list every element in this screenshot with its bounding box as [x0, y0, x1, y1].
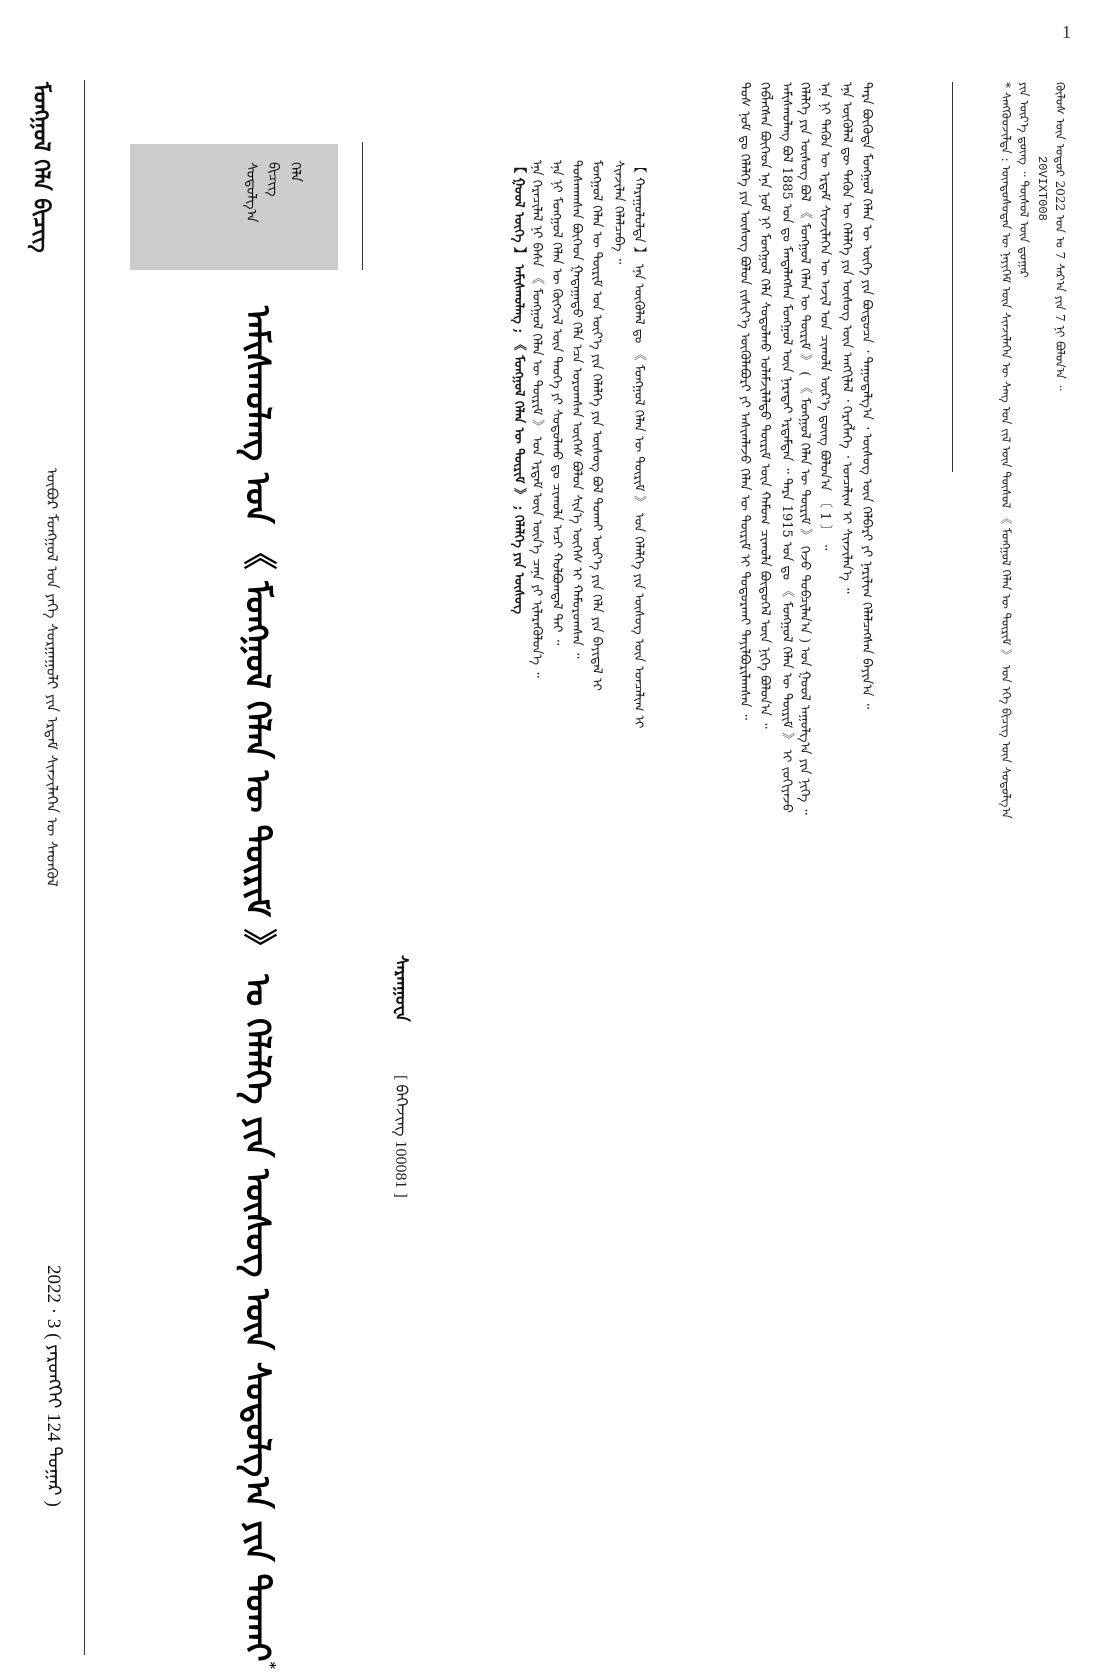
- footnote-received-date: ᠬᠥᠯᠥᠰ ᠦᠨ ᠤᠳᠤᠷ 2022 ᠣᠨ ᠤ 7 ᠰᠠᠷ᠎ᠠ ᠶᠢᠨ 7 ᠨᠢ ᠪᠣᠯᠤᠨ᠎ᠠ ᠃: [1053, 82, 1067, 391]
- category-box: [130, 144, 338, 270]
- body-line: ᠬᠡᠯᠡᠯᠭᠡ ᠶᠢᠨ ᠦᠰᠦᠭ ᠪᠣᠯ 《 ᠮᠣᠩᠭᠣᠯ ᠬᠡᠯᠡᠨ ᠦ ᠳᠦᠷᠢᠮ 》 ( 《 ᠮᠣᠩᠭᠣᠯ ᠬᠡᠯᠡᠨ ᠦ ᠳᠦᠷᠢᠮ 》 ᠭᠡᠵᠦ ᠲᠣᠪᠴᠢᠯᠠᠨ᠎ᠠ ) ᠤᠨ ᠭᠣᠣᠯ ᠠᠭᠤᠯᠭ᠎ᠠ ᠶᠢᠨ ᠨᠢᠭᠡ ᠃: [797, 82, 812, 815]
- abstract-line: ᠰᠢᠨᠵᠢᠯᠡᠨ ᠬᠡᠯᠡᠯᠴᠡᠪᠡ ᠃: [611, 160, 626, 265]
- body-line: ᠡᠨᠡ ᠨᠢ ᠲᠡᠭᠦᠨ ᠦ ᠡᠷᠳᠡᠮ ᠰᠢᠨᠵᠢᠯᠡᠭᠡᠨ ᠦ ᠠᠵᠢᠯ ᠤᠨ ᠴᠢᠬᠤᠯᠠ ᠦᠷ᠎ᠡ ᠳ᠋ᠦᠩ ᠪᠣᠯᠤᠨ᠎ᠠ 〔 1 〕 ᠃: [817, 82, 832, 551]
- footnote-rule: [952, 82, 953, 472]
- title-text: ᠠᠮᠢᠰᠬᠤᠯᠠᠩ ᠤᠨ 《 ᠮᠣᠩᠭᠣᠯ ᠬᠡᠯᠡᠨ ᠦ ᠳᠦᠷᠢᠮ 》 ᠤ ᠬᠡᠯᠡᠯᠭᠡ ᠶᠢᠨ ᠦᠰᠦᠭ ᠦᠨ ᠰᠤᠳᠤᠯᠭ᠎ᠠ ᠶᠢᠨ ᠲᠤᠬᠠᠢ: [237, 306, 277, 1662]
- abstract-line: 【 ᠬᠠᠷᠠᠭᠤᠯᠤᠯᠲᠠ 】 ᠡᠨᠡ ᠥᠭᠦᠯᠡᠯ ᠳᠤ 《 ᠮᠣᠩᠭᠣᠯ ᠬᠡᠯᠡᠨ ᠦ ᠳᠦᠷᠢᠮ 》 ᠤᠨ ᠬᠡᠯᠡᠯᠭᠡ ᠶᠢᠨ ᠦᠰᠦᠭ ᠦᠨ ᠣᠨᠴᠠᠯᠢᠭ ᠢ: [631, 160, 646, 729]
- body-line: ᠲᠤᠰ ᠨᠣᠮ ᠳᠤ ᠬᠡᠯᠡᠯᠭᠡ ᠶᠢᠨ ᠦᠰᠦᠭ ᠪᠣᠯᠤᠨ ᠵᠢᠱᠢᠶ᠎ᠡ ᠥᠭᠦᠯᠡᠪᠦᠷᠢ ᠶᠢ ᠠᠰᠢᠭᠯᠠᠵᠤ ᠬᠡᠯᠡᠨ ᠦ ᠳᠦᠷᠢᠮ ᠢ ᠲᠣᠳᠤᠷᠬᠠᠢ ᠲᠠᠶᠢᠯᠪᠤᠷᠢᠯᠠᠭᠰᠠᠨ ᠃: [737, 82, 752, 720]
- journal-title: ᠮᠣᠩᠭᠣᠯ ᠬᠡᠯᠡ ᠪᠢᠴᠢᠭ: [28, 82, 54, 253]
- article-title: [237, 306, 278, 1670]
- footnote-grant-code: 20VIXT008: [1035, 156, 1049, 221]
- body-line: ᠡᠨᠡ ᠥᠭᠦᠯᠡᠯ ᠳᠦ ᠲᠡᠭᠦᠨ ᠦ ᠬᠡᠯᠡᠯᠭᠡ ᠶᠢᠨ ᠦᠰᠦᠭ ᠦᠨ ᠠᠩᠭᠢᠯᠠᠯ ᠂ ᠬᠡᠷᠡᠭᠯᠡᠭᠡ ᠂ ᠣᠨᠴᠠᠯᠢᠭ ᠢ ᠰᠢᠨᠵᠢᠯᠡᠨ᠎ᠡ ᠃: [839, 82, 854, 594]
- body-line: ᠠᠮᠢᠰᠬᠤᠯᠠᠩ ᠪᠣᠯ 1885 ᠣᠨ ᠳᠤ ᠮᠡᠨᠳᠡᠯᠡᠭᠰᠡᠨ ᠮᠣᠩᠭᠣᠯ ᠦᠨ ᠨᠡᠷᠡᠲᠡᠢ ᠡᠷᠳᠡᠮᠲᠡᠨ ᠃ ᠲᠡᠷᠡ 1915 ᠣᠨ ᠳᠤ 《 ᠮᠣᠩᠭᠣᠯ ᠬᠡᠯᠡᠨ ᠦ ᠳᠦᠷᠢᠮ 》 ᠢ ᠵᠣᠬᠢᠶᠠᠵᠤ: [779, 82, 794, 813]
- footnote-line: ᠶᠢᠨ ᠦᠷ᠎ᠡ ᠳ᠋ᠦᠩ ᠃ ᠲᠥᠰᠥᠯ ᠦᠨ ᠳ᠋ᠤᠭᠠᠷ: [1017, 82, 1031, 278]
- body-line: ᠬᠡᠪᠯᠡᠭᠰᠡᠨ ᠪᠥᠭᠡᠳ ᠡᠨᠡ ᠨᠣᠮ ᠨᠢ ᠮᠣᠩᠭᠣᠯ ᠬᠡᠯᠡ ᠰᠤᠳᠤᠯᠬᠤ ᠤᠯᠠᠮᠵᠢᠯᠠᠯᠲᠤ ᠳᠦᠷᠢᠮ ᠦᠨ ᠬᠠᠮᠤᠭ ᠴᠢᠬᠤᠯᠠ ᠪᠦᠲᠦᠭᠡᠯ ᠦᠨ ᠨᠢᠭᠡ ᠪᠣᠯᠤᠨ᠎ᠠ ᠃: [757, 82, 772, 729]
- category-line-3: ᠰᠤᠳᠤᠯᠭ᠎ᠠ: [243, 162, 259, 223]
- header-rule: [84, 80, 85, 1655]
- page-number: 1: [1062, 22, 1071, 42]
- journal-subtitle: ᠥᠪᠦᠷ ᠮᠣᠩᠭᠣᠯ ᠤᠨ ᠶᠡᠬᠡ ᠰᠤᠷᠭᠠᠭᠤᠯᠢ ᠶᠢᠨ ᠡᠷᠳᠡᠮ ᠰᠢᠨᠵᠢᠯᠡᠭᠡᠨ ᠦ ᠰᠡᠳᠬᠦᠯ: [43, 468, 61, 887]
- abstract-line: ᠲᠤᠰᠬᠠᠭᠰᠠᠨ ᠪᠦᠭᠡᠳ ᠭᠠᠳᠠᠭᠠᠳᠤ ᠬᠡᠯᠡ ᠡᠴᠡ ᠣᠷᠤᠭᠰᠠᠨ ᠦᠭᠡᠰ ᠪᠣᠯᠤᠨ ᠰᠢᠨ᠎ᠡ ᠦᠭᠡᠰ ᠢ ᠬᠠᠮᠤᠷᠤᠭᠰᠠᠨ ᠃: [569, 160, 584, 659]
- keywords-line: 【 ᠭᠣᠣᠯ ᠦᠭᠡ 】 ᠠᠮᠢᠰᠬᠤᠯᠠᠩ ; 《 ᠮᠣᠩᠭᠣᠯ ᠬᠡᠯᠡᠨ ᠦ ᠳᠦᠷᠢᠮ 》 ; ᠬᠡᠯᠡᠯᠭᠡ ᠶᠢᠨ ᠦᠰᠦᠭ: [511, 160, 526, 615]
- title-footnote-mark: *: [261, 1661, 278, 1670]
- category-line-1: ᠬᠡᠯᠡ: [287, 162, 303, 182]
- abstract-line: ᠡᠨᠡ ᠭᠡᠷᠡᠴᠢᠯᠡᠯ ᠨᠢ ᠪᠠᠰᠠ 《 ᠮᠣᠩᠭᠣᠯ ᠬᠡᠯᠡᠨ ᠦ ᠳᠦᠷᠢᠮ 》 ᠤᠨ ᠡᠷᠳᠡᠮ ᠦᠨ ᠦᠨ᠎ᠡ ᠴᠡᠨᠡ ᠶᠢ ᠢᠯᠡᠷᠡᠭᠦᠯᠦᠨ᠎ᠡ ᠃: [529, 160, 544, 678]
- footnote-line: * ᠰᠠᠩᠬᠦᠦᠵᠢᠯᠳᠡ : ᠦᠨᠳᠦᠰᠦᠲᠡᠨ ᠦ ᠨᠡᠶᠢᠭᠡᠮ ᠦᠨ ᠰᠢᠨᠵᠢᠯᠡᠭᠡᠨ ᠦ ᠰᠠᠩ ᠤᠨ ᠵᠢᠯ ᠦᠨ ᠲᠥᠰᠥᠯ 《 ᠮᠣᠩᠭᠣᠯ ᠬᠡᠯᠡᠨ ᠦ ᠳᠦᠷᠢᠮ 》 ᠤᠨ ᠡᠬᠡ ᠪᠢᠴᠢᠭ ᠦᠨ ᠰᠤᠳᠤᠯᠭ᠎ᠠ: [999, 82, 1013, 819]
- abstract-line: ᠮᠣᠩᠭᠣᠯ ᠬᠡᠯᠡᠨ ᠦ ᠳᠦᠷᠢᠮ ᠤᠨ ᠦᠶ᠎ᠡ ᠶᠢᠨ ᠬᠡᠯᠡᠯᠭᠡ ᠶᠢᠨ ᠦᠰᠦᠭ ᠪᠣᠯ ᠲᠤᠬᠠᠢ ᠦᠶ᠎ᠡ ᠶᠢᠨ ᠬᠡᠯᠡ ᠶᠢᠨ ᠪᠠᠶᠢᠳᠠᠯ ᠢ: [589, 160, 604, 691]
- author-name: ᠰᠠᠷᠠᠨᠭᠤᠸᠠ: [391, 955, 411, 1022]
- category-line-2: ᠪᠢᠴᠢᠭ: [265, 162, 281, 197]
- issue-label: 2022 · 3 ( ᠶᠡᠷᠦᠩᠬᠡᠢ 124 ᠳᠤᠭᠠᠷ ): [43, 1265, 64, 1507]
- category-rule: [362, 142, 363, 270]
- author-affiliation: [ ᠪᠡᠭᠡᠵᠢᠩ 100081 ]: [392, 1075, 409, 1198]
- abstract-line: ᠡᠨᠡ ᠨᠢ ᠮᠣᠩᠭᠣᠯ ᠬᠡᠯᠡᠨ ᠦ ᠬᠥᠭᠵᠢᠯ ᠦᠨ ᠲᠡᠦᠬᠡ ᠶᠢ ᠰᠤᠳᠤᠯᠬᠤ ᠳᠤ ᠴᠢᠬᠤᠯᠠ ᠠᠴᠢ ᠬᠣᠯᠪᠣᠭᠳᠠᠯ ᠲᠠᠢ ᠃: [549, 160, 564, 646]
- body-line: ᠲᠡᠷᠡ ᠪᠦᠭᠦᠳᠡ ᠮᠣᠩᠭᠣᠯ ᠬᠡᠯᠡᠨ ᠦ ᠦᠭᠡ ᠶᠢᠨ ᠪᠦᠲᠦᠴᠡ ᠂ ᠳᠠᠭᠤᠳᠠᠯᠭ᠎ᠠ ᠂ ᠦᠰᠦᠭ ᠦᠨ ᠬᠡᠯᠪᠡᠷᠢ ᠶᠢ ᠨᠠᠷᠢᠯᠢᠭ ᠬᠡᠯᠡᠯᠴᠡᠭᠰᠡᠨ ᠪᠠᠶᠢᠨ᠎ᠠ ᠃: [859, 82, 874, 710]
